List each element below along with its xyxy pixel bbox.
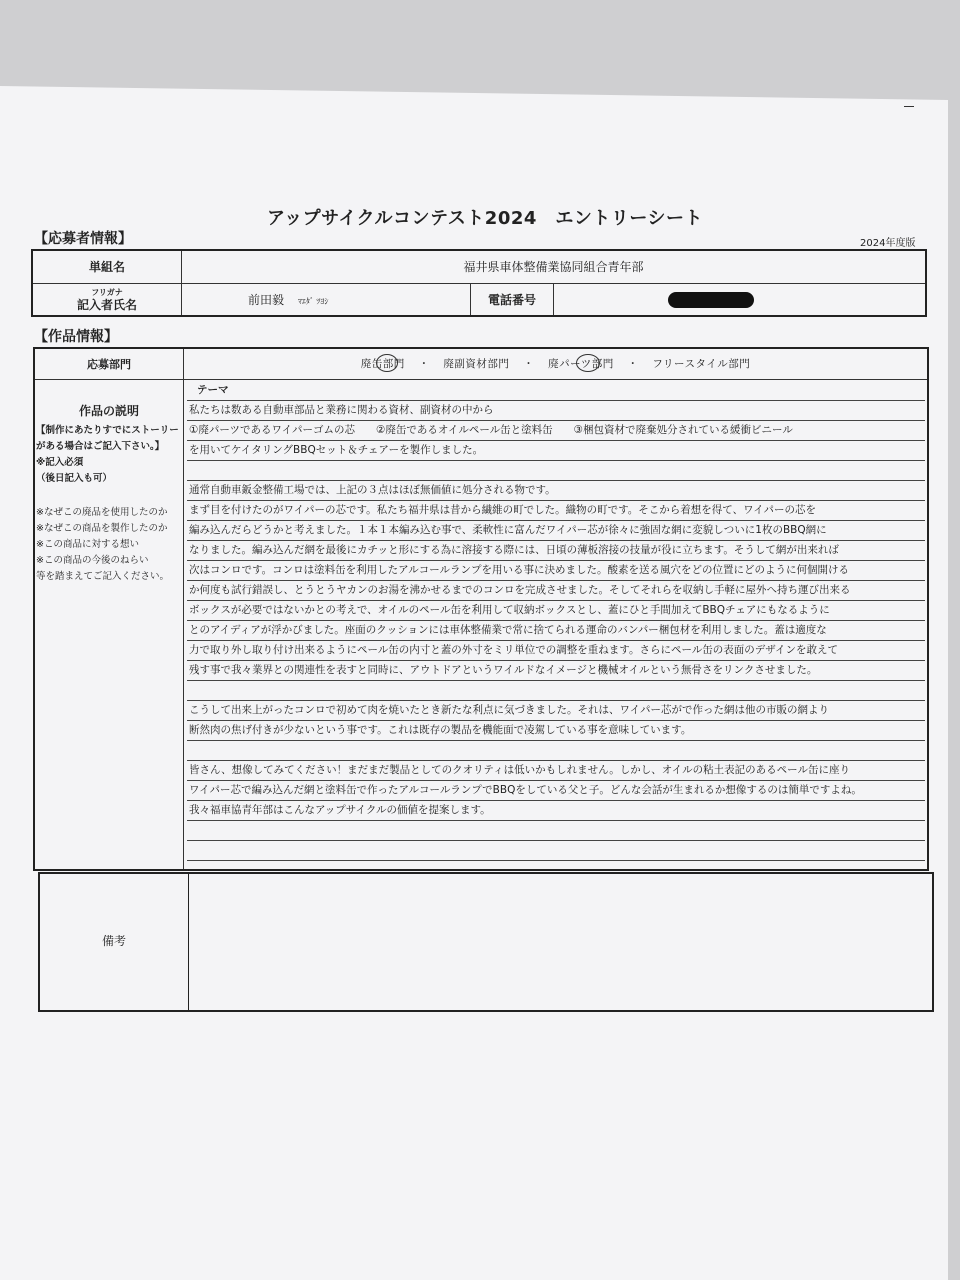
theme-line: 私たちは数ある自動車部品と業務に関わる資材、副資材の中から [187, 400, 925, 421]
theme-line: を用いてケイタリングBBQセット＆チェアーを製作しました。 [187, 440, 925, 461]
later-note: （後日記入も可） [36, 473, 113, 484]
name-value-cell [182, 283, 471, 316]
applicant-table [31, 249, 927, 317]
theme-line: 通常自動車鈑金整備工場では、上記の３点はほぼ無価値に処分される物です。 [187, 480, 925, 501]
prompt-item: ※なぜこの商品を製作したのか [36, 523, 168, 534]
theme-line: 力で取り外し取り付け出来るようにペール缶の内寸と蓋の外寸をミリ単位での調整を重ねます。さらにペール缶の表面のデザインを敢えて [187, 640, 925, 661]
name-value: 前田毅 [248, 292, 285, 307]
category-separator: ・ [418, 358, 430, 371]
theme-line: 皆さん、想像してみてください！まだまだ製品としてのクオリティは低いかもしれません。しかし、オイルの粘土表記のあるペール缶に座り [187, 760, 925, 781]
category-options [184, 348, 929, 379]
theme-line [187, 840, 925, 861]
theme-line [187, 820, 925, 841]
category-label: 応募部門 [34, 348, 184, 379]
selected-mark-haiparts [576, 354, 600, 372]
description-note: 【制作にあたりすでにストーリーがある場合はご記入下さい。】 [36, 425, 179, 452]
edition-label: 2024年度版 [860, 238, 916, 249]
theme-line: まず目を付けたのがワイパーの芯です。私たち福井県は昔から繊維の町でした。織物の町です。そこから着想を得て、ワイパーの芯を [187, 500, 925, 521]
required-note: ※記入必須 [36, 457, 84, 468]
theme-line: 我々福車協青年部はこんなアップサイクルの価値を提案します。 [187, 800, 925, 821]
remarks-box [38, 872, 934, 1012]
theme-line: か何度も試行錯誤し、とうとうヤカンのお湯を沸かせるまでのコンロを完成させました。そしてそれらを収納し手軽に屋外へ持ち運び出来る [187, 580, 925, 601]
category-haikan: 廃缶部門 [360, 358, 405, 371]
theme-line [187, 680, 925, 701]
theme-line: 編み込んだらどうかと考えました。１本１本編み込む事で、柔軟性に富んだワイパー芯が徐々に強固な網に変貌しついに1枚のBBQ網に [187, 520, 925, 541]
theme-line: なりました。編み込んだ網を最後にカチッと形にする為に溶接する際には、日頃の薄板溶接の技量が役に立ちます。そうして網が出来れば [187, 540, 925, 561]
org-label: 単組名 [32, 250, 182, 283]
page-mark [904, 106, 914, 107]
theme-line [187, 740, 925, 761]
prompt-item: ※この商品に対する想い [36, 539, 139, 550]
theme-line [187, 460, 925, 481]
name-label: 記入者氏名 [76, 298, 137, 313]
selected-mark-haikan [376, 354, 398, 372]
name-kana: ﾏｴﾀﾞ ﾂﾖｼ [297, 296, 329, 306]
org-value: 福井県車体整備業協同組合青年部 [182, 250, 927, 283]
phone-label: 電話番号 [471, 283, 554, 316]
redacted-phone-number [668, 292, 754, 308]
remarks-label: 備考 [101, 934, 126, 948]
category-separator: ・ [523, 358, 535, 371]
theme-line: ボックスが必要ではないかとの考えで、オイルのペール缶を利用して収納ボックスとし、蓋にひと手間加えてBBQチェアにもなるように [187, 600, 925, 621]
theme-line: こうして出来上がったコンロで初めて肉を焼いたとき新たな利点に気づきました。それは、ワイパー芯がで作った網は他の市販の網より [187, 700, 925, 721]
theme-label: テーマ [187, 380, 925, 401]
name-label-cell [32, 283, 182, 316]
category-freestyle: フリースタイル部門 [652, 358, 751, 371]
theme-line: 残す事で我々業界との関連性を表すと同時に、アウトドアというワイルドなイメージと機械オイルという無骨さをリンクさせました。 [187, 660, 925, 681]
theme-line: 次はコンロです。コンロは塗料缶を利用したアルコールランプを用いる事に決めました。酸素を送る風穴をどの位置にどのように何個開ける [187, 560, 925, 581]
prompt-item: ※この商品の今後のねらい [36, 555, 149, 566]
remarks-divider [188, 874, 189, 1010]
category-separator: ・ [627, 358, 639, 371]
applicant-section-label: 【応募者情報】 [34, 231, 132, 247]
document-title: アップサイクルコンテスト2024 エントリーシート [266, 208, 704, 229]
work-section-label: 【作品情報】 [34, 329, 118, 345]
description-label: 作品の説明 [78, 404, 139, 418]
theme-line: ワイパー芯で編み込んだ網と塗料缶で作ったアルコールランプでBBQをしている父と子。どんな会話が生まれるか想像するのは簡単ですよね。 [187, 780, 925, 801]
furigana-label: フリガナ [91, 288, 123, 298]
prompt-item: 等を踏まえてご記入ください。 [36, 571, 170, 582]
theme-line: ①廃パーツであるワイパーゴムの芯 ②廃缶であるオイルペール缶と塗料缶 ③梱包資材で廃棄処分されている緩衝ビニール [187, 420, 925, 441]
category-haifukushizai: 廃副資材部門 [443, 358, 510, 371]
prompt-item: ※なぜこの廃品を使用したのか [36, 507, 168, 518]
theme-lines [187, 380, 925, 864]
theme-line: とのアイディアが浮かびました。座面のクッションには車体整備業で常に捨てられる運命のバンパー梱包材を利用しました。蓋は適度な [187, 620, 925, 641]
category-haiparts: 廃パーツ部門 [548, 358, 614, 371]
theme-line: 断然肉の焦げ付きが少ないという事です。これは既存の製品を機能面で凌駕している事を意味しています。 [187, 720, 925, 741]
description-instructions [36, 403, 182, 585]
